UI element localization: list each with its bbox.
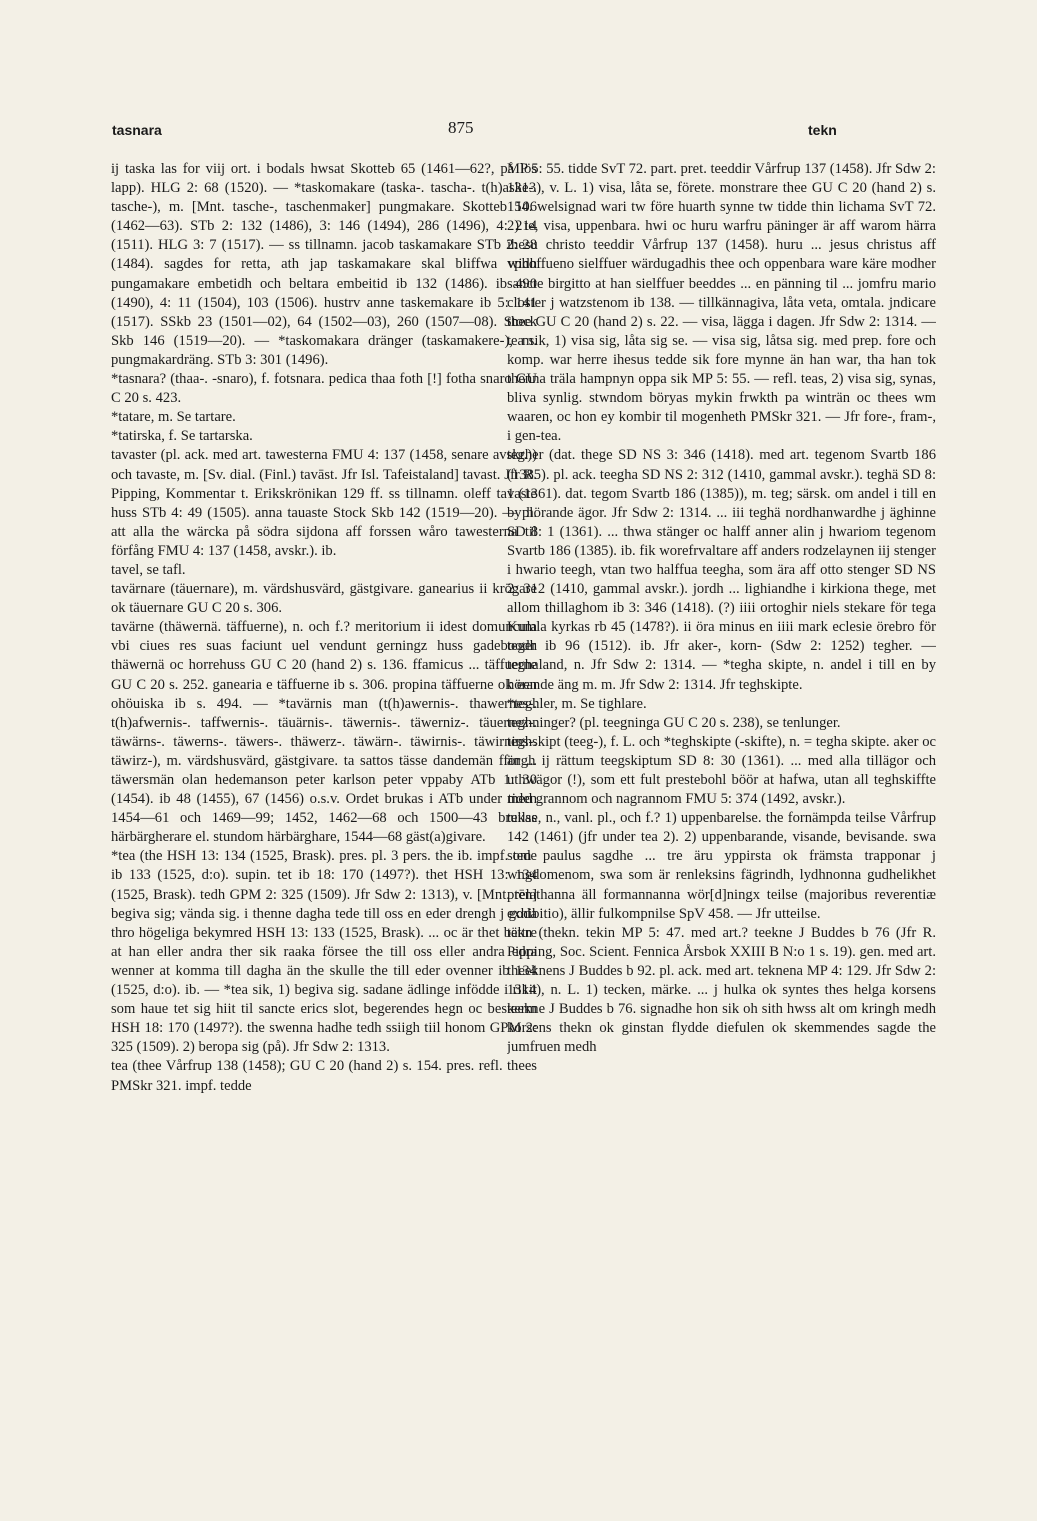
entry-teghskipt: teghskipt (teeg-), f. L. och *teghskipte (-skifte), n. = tegha skipte. aker oc ängh ij rättum teegskiptum SD 8: 30 (1361). ... med alla tillägor och uthwägor (!), som ett fult prestebohl böör at hafwa, utan all teghskiffte med grannom och nagrannom FMU 5: 374 (1492, avskr.). xyxy=(507,733,936,808)
right-column xyxy=(507,160,936,1382)
entry-tavaster: tavaster (pl. ack. med art. tawesterna FMU 4: 137 (1458, senare avskr.)) och tavaste, m. [Sv. dial. (Finl.) tavāst. Jfr Isl. Tafeistaland] tavast. Jfr R. Pipping, Kommentar t. Erikskrönikan 129 ff. ss tillnamn. oleff tavaste huss STb 4: 49 (1505). anna tauaste Stock Skb 142 (1519—20). — pl. att alla the wärcka på södra sijdona aff forssen wåro tawesterna til förfång FMU 4: 137 (1458, avskr.). ib. xyxy=(111,447,537,559)
entry-tasnara: *tasnara? (thaa-. -snaro), f. fotsnara. pedica thaa foth [!] fotha snaro GU C 20 s. 423. xyxy=(111,371,537,407)
entry-teilse: teilse, n., vanl. pl., och f.? 1) uppenbarelse. the fornämpda teilse Vårfrup 142 (1461) (jfr under tea 2). 2) uppenbarande, visande, bevisande. swa som paulus sagdhe ... tre äru yppirsta ok främsta trapponar j wngdomenom, swa som är renleksins fägrindh, lydhnonna gudhelikhet prelathanna äll formannanna wör[d]ningx teilse (majoribus reverentiæ exhibitio), ällir fulkompnilse SpV 458. — Jfr utteilse. xyxy=(507,810,936,922)
entry-tea: tea (thee Vårfrup 138 (1458); GU C 20 (hand 2) s. 154. pres. refl. thees PMSkr 321. impf. tedde xyxy=(111,1058,537,1094)
entry-tatare: *tatare, m. Se tartare. xyxy=(111,409,236,426)
header-right-word: tekn xyxy=(808,122,837,138)
entry-tatirska: *tatirska, f. Se tartarska. xyxy=(111,428,253,445)
entry-teghler: *teghler, m. Se tighlare. xyxy=(507,695,647,712)
entry-tea-cont: MP 5: 55. tidde SvT 72. part. pret. teeddir Vårfrup 137 (1458). Jfr Sdw 2: 1313), v. L. 1) visa, låta se, förete. monstrare thee GU C 20 (hand 2) s. 154. welsignad wari tw före huarth synne tw tidde thin lichama SvT 72. 2) te, visa, uppenbara. hwi oc huru warfru päninger är aff warom härra ihesu christo teeddir Vårfrup 137 (1458). huru ... jesus christus aff vphoffueno sielffuer wärdugadhis thee och oppenbara ware käre modher sancte birgitto at han sielffuer beeddes ... en pänning til ... jomfru mario closter j watzstenom ib 138. — tillkännagiva, låta veta, omtala. jndicare thee GU C 20 (hand 2) s. 22. — visa, lägga i dagen. Jfr Sdw 2: 1314. — tea sik, 1) visa sig, låta sig se. — visa sig, låtsa sig. med prep. fore och komp. war herre ihesus tedde sik fore mynne än han war, tha han tok thenna träla hampnyn oppa sik MP 5: 55. — refl. teas, 2) visa sig, synas, bliva synlig. stwndom böryas mykin frwkth pa winträn oc thees wm waaren, oc hon ey kombir til mogenheth PMSkr 321. — Jfr fore-, fram-, i gen-tea. xyxy=(507,161,936,445)
header-left-word: tasnara xyxy=(112,122,162,138)
entry-tavarnare: tavärnare (täuernare), m. värdshusvärd, gästgivare. ganearius ii krögare ok täuernare GU C 20 s. 306. xyxy=(111,581,537,617)
left-column xyxy=(111,160,537,1382)
entry-teghninger: teghninger? (pl. teegninga GU C 20 s. 238), se tenlunger. xyxy=(507,714,841,731)
running-head xyxy=(0,118,1037,148)
page-number: 875 xyxy=(448,118,474,137)
entry-tea-verb: *tea (the HSH 13: 134 (1525, Brask). pres. pl. 3 pers. the ib. impf. tede ib 133 (1525, d:o). supin. tet ib 18: 170 (1497?). thet HSH 13: 134 (1525, Brask). tedh GPM 2: 325 (1509). Jfr Sdw 2: 1313), v. [Mnt. tēn] begiva sig; vända sig. i thenne dagha tede till oss en eder drengh j goda thro högeliga bekymred HSH 13: 133 (1525, Brask). ... oc är thet bättre at han eller andra ther sik raaka försee the till oss eller andra edra wenner at komma till dagha än the skulle the till eder ovenner ib 134 (1525, d:o). ib. — *tea sik, 1) begiva sig. sadane ädlinge infödde i rikit som haue tet sig hiit til sancte erics slot, begerendes hegn oc beskerm HSH 18: 170 (1497?). the swenna hadhe tedh ssiigh tiil honom GPM 2: 325 (1509). 2) beropa sig (på). Jfr Sdw 2: 1313. xyxy=(111,848,537,1056)
entry-tegher: tegher (dat. thege SD NS 3: 346 (1418). med art. tegenom Svartb 186 (1385). pl. ack. teegha SD NS 2: 312 (1410, gammal avskr.). teghä SD 8: 1 (1361). dat. tegom Svartb 186 (1385)), m. teg; särsk. om andel i till en by hörande ägor. Jfr Sdw 2: 1314. ... iii teghä nordhanwardhe j äghinne SD 8: 1 (1361). ... thwa stänger oc halff anner alin j hwariom tegenom Svartb 186 (1385). ib. fik worefrvaltare aff anders rodzelaynen iij stenger i hwario teegh, vtan two halffua teegha, som ära aff otto stenger SD NS 2: 312 (1410, gammal avskr.). jordh ... lighiandhe i kirkiona thege, met allom thillaghom ib 3: 346 (1418). (?) iiii ortoghir niels stekare för tega Kumla kyrkas rb 45 (1478?). ii öra minus en iiii mark eclesie örebro för teger ib 96 (1512). ib. Jfr aker-, korn- (Sdw 2: 1252) tegher. — teghaland, n. Jfr Sdw 2: 1314. — *tegha skipte, n. andel i till en by hörande äng m. m. Jfr Sdw 2: 1314. Jfr teghskipte. xyxy=(507,447,936,693)
entry-taska-cont: ij taska las for viij ort. i bodals hwsat Skotteb 65 (1461—62?, på lös lapp). HLG 2: 68 (1520). — *taskomakare (taska-. tascha-. t(h)aske-. tasche-), m. [Mnt. tasche-, taschenmaker] pungmakare. Skotteb 106 (1462—63). STb 2: 132 (1486), 3: 146 (1494), 286 (1496), 4: 214 (1511). HLG 3: 7 (1517). — ss tillnamn. jacob taskamakare STb 2: 28 (1484). sagdes for retta, ath jap taskamakare skal bliffwa widh pungamakare embetidh och beltara embeitid ib 132 (1486). ib 490 (1490), 4: 11 (1504), 103 (1506). hustrv anne taskemakare ib 5: 141 (1517). SSkb 23 (1501—02), 64 (1502—03), 260 (1507—08). Stock Skb 146 (1519—20). — *taskomakara dränger (taskamakere-), m. pungmakardräng. STb 3: 301 (1496). xyxy=(111,161,537,368)
entry-tavarne: tavärne (thäwernä. täffuerne), n. och f.? meritorium ii idest domuncula vbi ciues res suas faciunt uel vendunt gerningz huss gadeboodh thäwernä oc horrehuss GU C 20 (hand 2) s. 136. ffamicus ... täffuerne GU C 20 s. 252. ganearia e täffuerne ib s. 306. propina täffuerne ok een ohöuiska ib s. 494. — *tavärnis man (t(h)awernis-. thawernes-. t(h)afwernis-. taffwernis-. täuärnis-. täwernis-. täwerniz-. täuernez-. täwärns-. täwerns-. täwers-. thäwerz-. täwärn-. täwirnis-. täwirnins-. täwirz-), m. värdshusvärd, gästgivare. ta sattos tässe dandemän ffor ... täwersmän olan hedemanson peter karlson peter vppaby ATb 1: 30 (1454). ib 48 (1455), 67 (1456) o.s.v. Ordet brukas i ATb under tiden 1454—61 och 1469—99; 1452, 1462—68 och 1500—43 brukas härbärgherare el. stundom härbärghare, 1544—68 gäst(a)givare. xyxy=(111,619,537,846)
entry-tavel: tavel, se tafl. xyxy=(111,561,186,578)
entry-tekn: tekn (thekn. tekin MP 5: 47. med art.? teekne J Buddes b 76 (Jfr R. Pipping, Soc. Scient. Fennica Årsbok XXIII B N:o 1 s. 19). gen. med art. theeknens J Buddes b 92. pl. ack. med art. teknena MP 4: 129. Jfr Sdw 2: 1314), n. L. 1) tecken, märke. ... j hulka ok syntes thes helga korsens teekne J Buddes b 76. signadhe hon sik oh sith hwss alt om kringh medh korsens thekn ok ginstan flydde diefulen ok skemmendes sagde the jumfruen medh xyxy=(507,924,936,1056)
